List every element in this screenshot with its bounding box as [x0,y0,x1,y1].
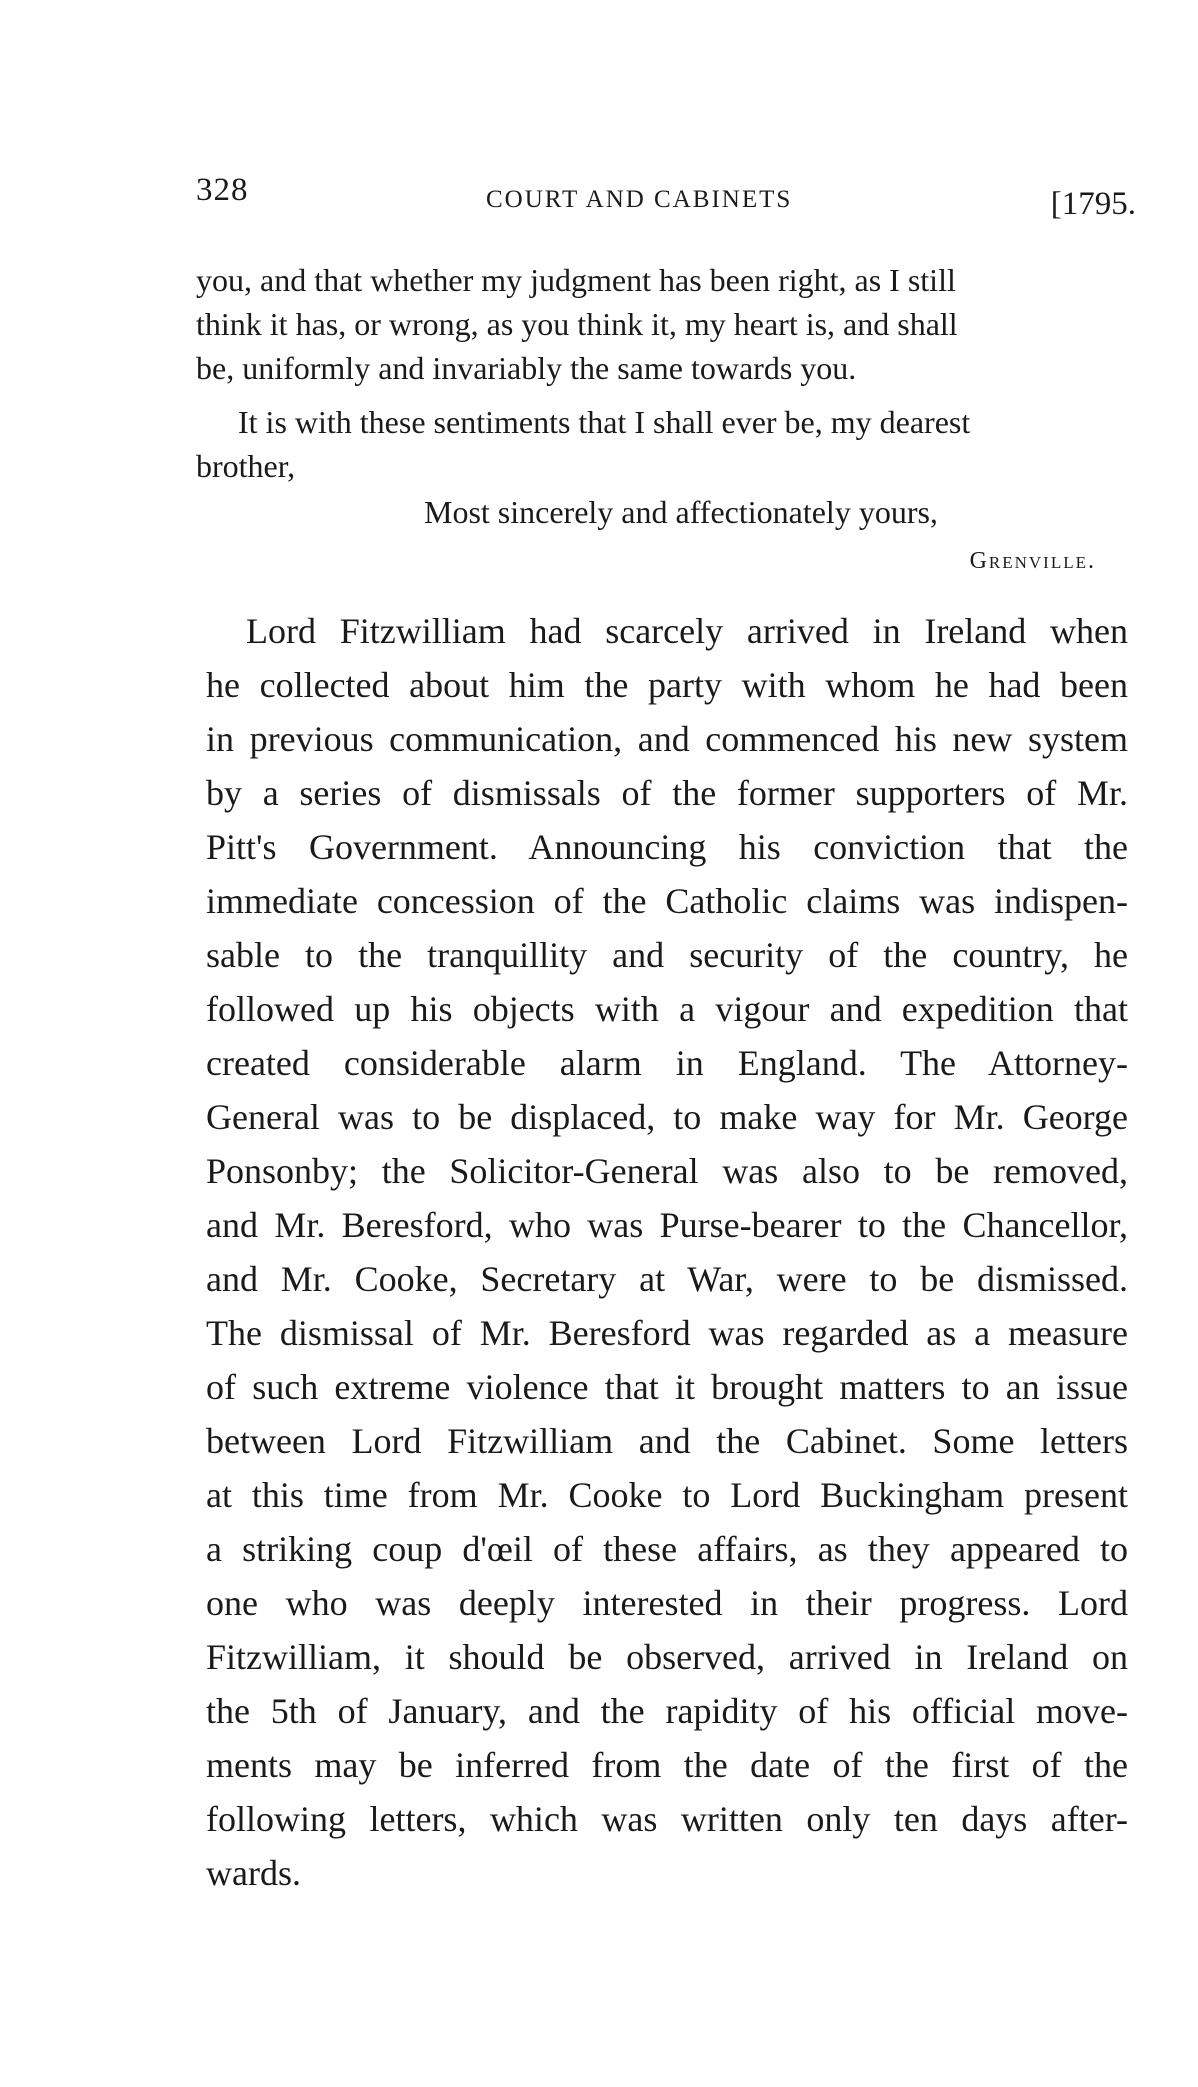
body-line: between Lord Fitzwilliam and the Cabinet. Some letters [206,1421,1128,1461]
body-line: wards. [206,1853,301,1893]
body-line: following letters, which was written only ten days after- [206,1799,1128,1839]
body-line: immediate concession of the Catholic claims was indispen- [206,881,1128,921]
body-line: ments may be inferred from the date of the first of the [206,1745,1128,1785]
body-line: in previous communication, and commenced his new system [206,719,1128,759]
body-line: created considerable alarm in England. The Attorney- [206,1043,1128,1083]
body-line: he collected about him the party with whom he had been [206,665,1128,705]
body-line: by a series of dismissals of the former supporters of Mr. [206,773,1128,813]
letter-line: think it has, or wrong, as you think it, my heart is, and shall [196,306,958,342]
body-line: and Mr. Cooke, Secretary at War, were to be dismissed. [206,1259,1128,1299]
body-line: a striking coup d'œil of these affairs, as they appeared to [206,1529,1128,1569]
body-line: followed up his objects with a vigour and expedition that [206,989,1128,1029]
body-line: at this time from Mr. Cooke to Lord Buckingham present [206,1475,1128,1515]
body-line: Fitzwilliam, it should be observed, arrived in Ireland on [206,1637,1128,1677]
page-number: 328 [196,172,249,208]
body-line: and Mr. Beresford, who was Purse-bearer to the Chancellor, [206,1205,1128,1245]
body-line: one who was deeply interested in their progress. Lord [206,1583,1128,1623]
running-title: COURT AND CABINETS [486,186,793,213]
body-line: sable to the tranquillity and security of the country, he [206,935,1128,975]
body-line: the 5th of January, and the rapidity of his official move- [206,1691,1128,1731]
letter-line: be, uniformly and invariably the same towards you. [196,350,857,386]
body-line: The dismissal of Mr. Beresford was regarded as a measure [206,1313,1128,1353]
letter-signature: Grenville. [969,548,1096,574]
letter-line: It is with these sentiments that I shall ever be, my dearest [238,404,971,440]
letter-closing: Most sincerely and affectionately yours, [424,494,938,530]
body-line: Lord Fitzwilliam had scarcely arrived in Ireland when [246,611,1128,651]
header-year: [1795. [1050,186,1136,222]
body-line: of such extreme violence that it brought matters to an issue [206,1367,1128,1407]
body-line: General was to be displaced, to make way for Mr. George [206,1097,1128,1137]
letter-line: you, and that whether my judgment has been right, as I still [196,262,956,298]
page-header [196,168,1136,228]
letter-line: brother, [196,448,296,484]
body-line: Pitt's Government. Announcing his conviction that the [206,827,1128,867]
body-line: Ponsonby; the Solicitor-General was also to be removed, [206,1151,1128,1191]
